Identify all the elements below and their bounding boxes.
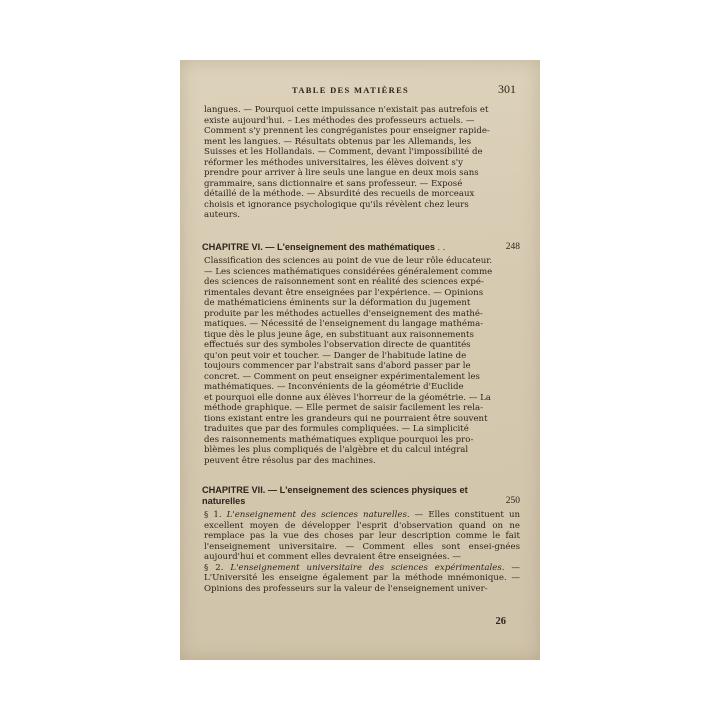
chapter-7-title-line-1: CHAPITRE VII. — L'enseignement des sciences physiques et bbox=[202, 485, 468, 495]
text-line: blèmes les plus compliqués de l'algèbre et du calcul intégral bbox=[204, 445, 469, 455]
text-line: Classification des sciences au point de vue de leur rôle éducateur. bbox=[204, 256, 493, 266]
text-line: langues. — Pourquoi cette impuissance n'existait pas autrefois et bbox=[204, 105, 489, 115]
text-line: des sciences de raisonnement sont en réalité des sciences expé- bbox=[204, 277, 484, 287]
chapter-7-page: 250 bbox=[505, 496, 520, 506]
text-line: matiques. — Nécessité de l'enseignement du langage mathéma- bbox=[204, 319, 484, 329]
section-2-text: — L'Université les enseigne également par la méthode mnémonique. — Opinions des professeurs sur la valeur de l'enseignement univer- bbox=[204, 562, 521, 594]
text-line: prendre pour arriver à lire seuls une langue en deux mois sans bbox=[204, 168, 479, 178]
running-head bbox=[180, 82, 540, 100]
chapter-6-title: CHAPITRE VI. — L'enseignement des mathématiques bbox=[202, 242, 435, 252]
text-line: ment les langues. — Résultats obtenus par les Allemands, les bbox=[204, 136, 472, 147]
chapter-6-summary bbox=[204, 256, 520, 466]
text-line: peuvent être résolus par des machines. bbox=[204, 455, 376, 466]
text-line: détaillé de la méthode. — Absurdité des recueils de morceaux bbox=[204, 189, 475, 199]
text-line: Suisses et les Hollandais. — Comment, devant l'impossibilité de bbox=[204, 147, 483, 157]
text-line: et pourquoi elle donne aux élèves l'horreur de la géométrie. — La bbox=[204, 392, 491, 403]
chapter-7-heading bbox=[202, 485, 522, 507]
section-1-text: — Elles constituent un excellent moyen de développer l'esprit d'observation quand on ne remplace pas la vue des choses par leur description comme le fait l'enseignement universitaire. — Comment elles sont ensei-gnées aujourd'hui et comment elles devraient être enseignées. — bbox=[204, 510, 521, 562]
section-1-label: § 1. bbox=[204, 510, 222, 520]
text-line: effectués sur des symboles l'observation directe de quantités bbox=[204, 340, 471, 350]
text-line: Comment s'y prennent les congréganistes pour enseigner rapide- bbox=[204, 126, 490, 136]
text-line: produite par les méthodes actuelles d'enseignement des mathé- bbox=[204, 308, 483, 319]
chapter-7-summary bbox=[204, 510, 520, 594]
running-title: TABLE DES MATIÈRES bbox=[292, 85, 410, 95]
text-line: rimentales devant être enseignées par l'expérience. — Opinions bbox=[204, 287, 484, 298]
text-line: réformer les méthodes universitaires, les élèves doivent s'y bbox=[204, 157, 463, 168]
text-line: existe aujourd'hui. – Les méthodes des professeurs actuels. — bbox=[204, 115, 475, 126]
signature-mark: 26 bbox=[495, 616, 506, 627]
text-line: grammaire, sans dictionnaire et sans professeur. — Exposé bbox=[204, 178, 463, 189]
text-line: auteurs. bbox=[204, 210, 240, 220]
text-line: concret. — Comment on peut enseigner expérimentalement les bbox=[204, 371, 480, 382]
section-2-title: L'enseignement universitaire des sciences expérimentales. bbox=[230, 562, 505, 573]
chapter-7-title-line-2: naturelles bbox=[202, 496, 246, 506]
book-page bbox=[180, 60, 540, 660]
text-line: méthode graphique. — Elle permet de saisir facilement les rela- bbox=[204, 403, 484, 413]
text-line: mathématiques. — Inconvénients de la géométrie d'Euclide bbox=[204, 382, 464, 392]
text-line: tique dès le plus jeune âge, en substituant aux raisonnements bbox=[204, 329, 474, 340]
chapter-6-heading bbox=[202, 242, 522, 253]
text-line: des raisonnements mathématiques explique pourquoi les pro- bbox=[204, 434, 474, 445]
chapter-6-leader: . . bbox=[437, 242, 446, 252]
chapter-6-page: 248 bbox=[505, 242, 520, 252]
section-2-label: § 2. bbox=[204, 562, 224, 573]
text-line: tions existant entre les grandeurs qui ne pourraient être souvent bbox=[204, 413, 488, 424]
text-line: choisis et ignorance psychologique qu'ils révèlent chez leurs bbox=[204, 199, 469, 210]
text-line: qu'on peut voir et toucher. — Danger de l'habitude latine de bbox=[204, 350, 467, 361]
section-1-title: L'enseignement des sciences naturelles. bbox=[226, 510, 410, 520]
text-line: — Les sciences mathématiques considérées généralement comme bbox=[204, 266, 493, 277]
text-line: traduites que par des formules compliquées. — La simplicité bbox=[204, 424, 469, 434]
continuation-paragraph bbox=[204, 105, 520, 221]
text-line: toujours commencer par l'abstrait sans d'abord passer par le bbox=[204, 361, 471, 371]
page-number: 301 bbox=[498, 82, 516, 96]
text-line: de mathématiciens éminents sur la déformation du jugement bbox=[204, 298, 471, 308]
